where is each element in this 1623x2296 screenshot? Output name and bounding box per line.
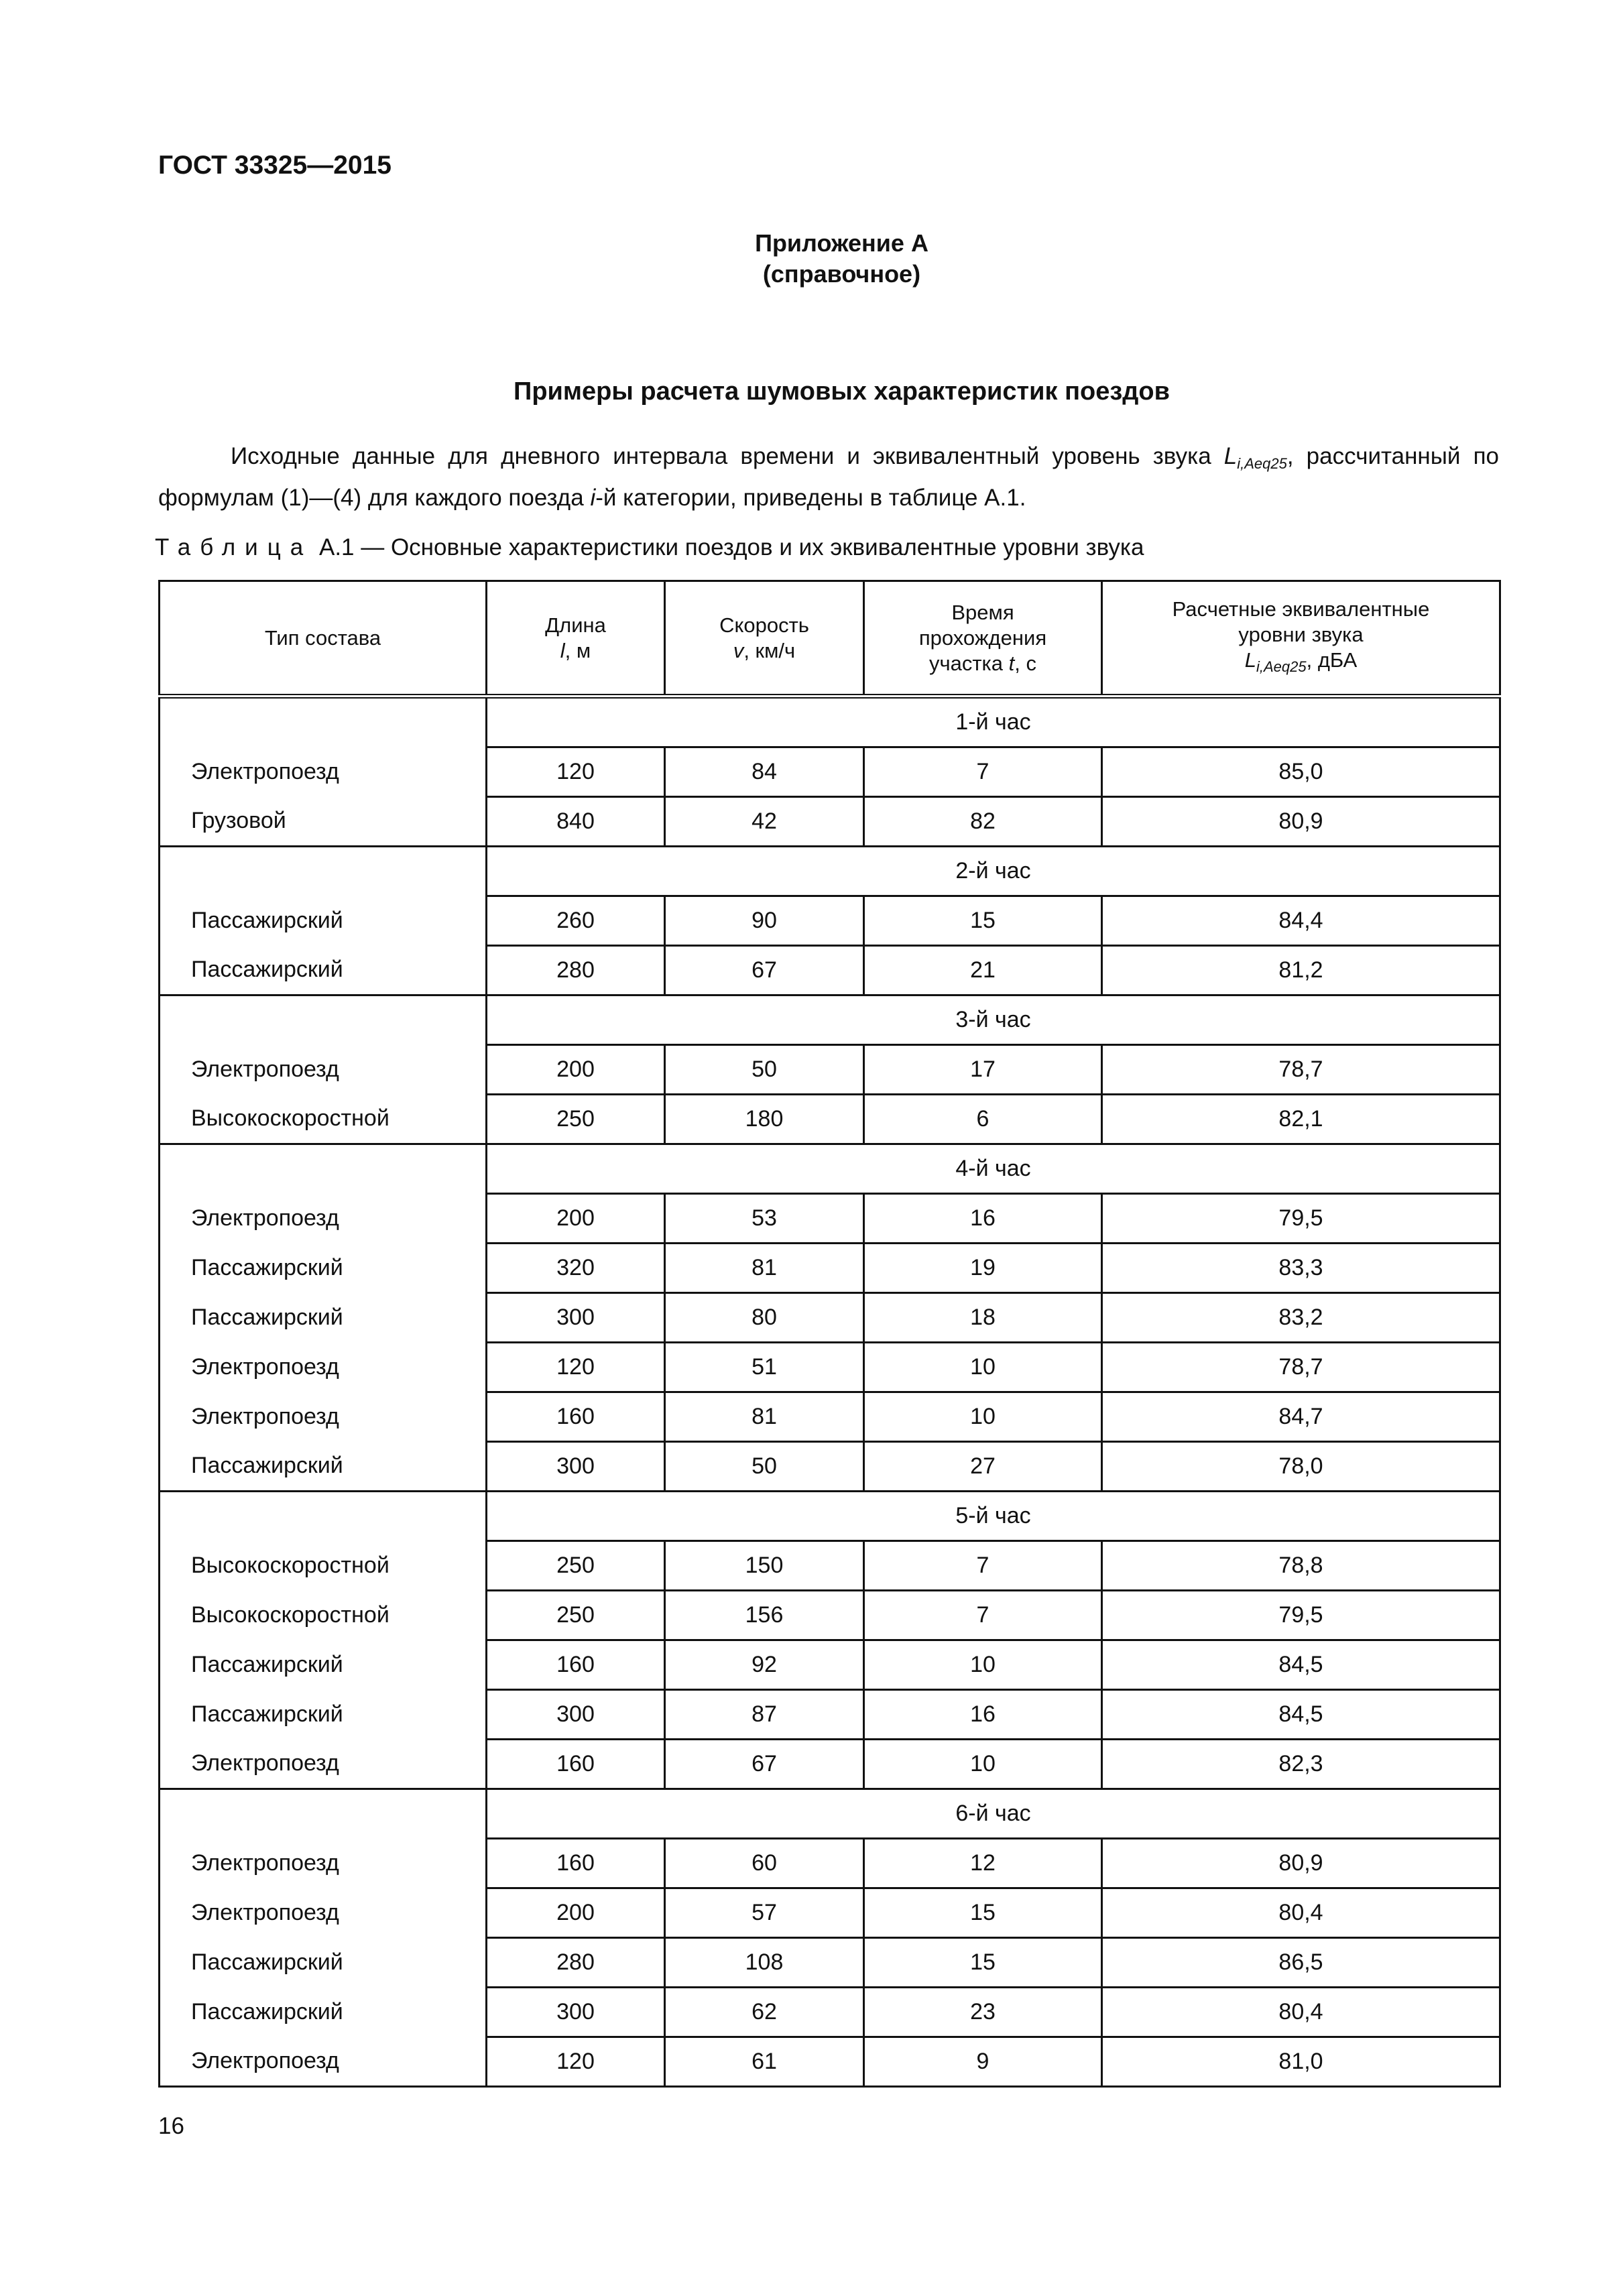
cell-type: Грузовой: [160, 797, 487, 847]
hour-row-spacer: [160, 847, 487, 896]
cell-level: 84,5: [1102, 1690, 1500, 1740]
table-row: [160, 1194, 1500, 1244]
cell-type: Электропоезд: [160, 1045, 487, 1095]
cell-level: 82,3: [1102, 1740, 1500, 1789]
table-row: [160, 946, 1500, 995]
cell-type: Электропоезд: [160, 747, 487, 797]
hour-row: [160, 1789, 1500, 1839]
cell-length: 160: [487, 1740, 665, 1789]
header-time: Время прохождения участка t, с: [864, 581, 1102, 697]
cell-level: 86,5: [1102, 1938, 1500, 1988]
cell-type: Пассажирский: [160, 896, 487, 946]
cell-speed: 92: [665, 1640, 864, 1690]
cell-length: 250: [487, 1591, 665, 1640]
table-row: [160, 1045, 1500, 1095]
intro-text-2: , рассчитанный по формулам (1)—(4) для каждого поезда: [158, 443, 1499, 511]
cell-speed: 42: [665, 797, 864, 847]
hour-label: 1-й час: [487, 697, 1500, 747]
table-body: [160, 697, 1500, 2087]
cell-time: 16: [864, 1194, 1102, 1244]
cell-speed: 180: [665, 1095, 864, 1144]
header-speed: Скорость v, км/ч: [665, 581, 864, 697]
header-length: Длина l, м: [487, 581, 665, 697]
table-caption-text: Основные характеристики поездов и их эквивалентные уровни звука: [390, 534, 1144, 560]
cell-time: 21: [864, 946, 1102, 995]
hour-row-spacer: [160, 1492, 487, 1541]
cell-level: 79,5: [1102, 1194, 1500, 1244]
header-type: Тип состава: [160, 581, 487, 697]
table-row: [160, 1640, 1500, 1690]
table-row: [160, 1988, 1500, 2037]
cell-type: Пассажирский: [160, 1244, 487, 1293]
cell-time: 15: [864, 1888, 1102, 1938]
cell-level: 82,1: [1102, 1095, 1500, 1144]
cell-time: 10: [864, 1740, 1102, 1789]
table-row: [160, 1293, 1500, 1343]
hour-row: [160, 847, 1500, 896]
cell-speed: 67: [665, 1740, 864, 1789]
cell-speed: 60: [665, 1839, 864, 1888]
cell-time: 15: [864, 896, 1102, 946]
cell-speed: 87: [665, 1690, 864, 1740]
cell-length: 250: [487, 1095, 665, 1144]
cell-type: Пассажирский: [160, 1640, 487, 1690]
appendix-title: Приложение А: [755, 229, 928, 257]
table-row: [160, 1839, 1500, 1888]
table-row: [160, 1343, 1500, 1392]
cell-level: 78,7: [1102, 1045, 1500, 1095]
cell-type: Высокоскоростной: [160, 1591, 487, 1640]
hour-row: [160, 1144, 1500, 1194]
cell-level: 80,9: [1102, 1839, 1500, 1888]
cell-speed: 108: [665, 1938, 864, 1988]
cell-length: 160: [487, 1392, 665, 1442]
cell-length: 160: [487, 1640, 665, 1690]
table-row: [160, 1740, 1500, 1789]
cell-type: Высокоскоростной: [160, 1095, 487, 1144]
cell-length: 200: [487, 1888, 665, 1938]
hour-row-spacer: [160, 697, 487, 747]
cell-time: 18: [864, 1293, 1102, 1343]
cell-time: 7: [864, 1591, 1102, 1640]
cell-level: 83,2: [1102, 1293, 1500, 1343]
cell-speed: 150: [665, 1541, 864, 1591]
cell-type: Электропоезд: [160, 1888, 487, 1938]
cell-type: Электропоезд: [160, 1740, 487, 1789]
table-caption: [155, 534, 1144, 561]
cell-time: 12: [864, 1839, 1102, 1888]
cell-type: Электропоезд: [160, 2037, 487, 2087]
cell-speed: 67: [665, 946, 864, 995]
document-code: ГОСТ 33325—2015: [158, 151, 392, 180]
header-level: Расчетные эквивалентные уровни звука $L_{i,Aeq25}$, дБА: [1102, 581, 1500, 697]
cell-length: 300: [487, 1293, 665, 1343]
cell-level: 83,3: [1102, 1244, 1500, 1293]
intro-text-1: Исходные данные для дневного интервала времени и эквивалентный уровень звука: [231, 443, 1224, 469]
intro-paragraph: [158, 439, 1499, 515]
cell-speed: 62: [665, 1988, 864, 2037]
cell-level: 81,2: [1102, 946, 1500, 995]
intro-text-3: -й категории, приведены в таблице А.1.: [595, 485, 1026, 511]
table-row: [160, 2037, 1500, 2087]
cell-level: 81,0: [1102, 2037, 1500, 2087]
cell-type: Пассажирский: [160, 1938, 487, 1988]
cell-length: 300: [487, 1988, 665, 2037]
cell-level: 84,7: [1102, 1392, 1500, 1442]
cell-length: 300: [487, 1442, 665, 1492]
table-row: [160, 1392, 1500, 1442]
cell-speed: 156: [665, 1591, 864, 1640]
cell-length: 200: [487, 1045, 665, 1095]
table-row: [160, 896, 1500, 946]
hour-label: 5-й час: [487, 1492, 1500, 1541]
cell-time: 19: [864, 1244, 1102, 1293]
table-row: [160, 747, 1500, 797]
cell-type: Электропоезд: [160, 1343, 487, 1392]
cell-type: Пассажирский: [160, 1988, 487, 2037]
cell-type: Пассажирский: [160, 1690, 487, 1740]
trains-table: [158, 580, 1501, 2088]
hour-row-spacer: [160, 995, 487, 1045]
cell-speed: 50: [665, 1442, 864, 1492]
hour-label: 2-й час: [487, 847, 1500, 896]
table-row: [160, 1541, 1500, 1591]
hour-row: [160, 697, 1500, 747]
cell-speed: 81: [665, 1244, 864, 1293]
cell-length: 300: [487, 1690, 665, 1740]
cell-length: 160: [487, 1839, 665, 1888]
cell-time: 10: [864, 1640, 1102, 1690]
cell-level: 78,7: [1102, 1343, 1500, 1392]
cell-time: 82: [864, 797, 1102, 847]
cell-length: 250: [487, 1541, 665, 1591]
cell-speed: 84: [665, 747, 864, 797]
intro-symbol-sub: i,Aeq25: [1237, 455, 1287, 472]
cell-time: 7: [864, 1541, 1102, 1591]
appendix-type: (справочное): [762, 260, 921, 288]
cell-level: 78,8: [1102, 1541, 1500, 1591]
table-row: [160, 1690, 1500, 1740]
cell-length: 200: [487, 1194, 665, 1244]
hour-label: 3-й час: [487, 995, 1500, 1045]
table-row: [160, 1442, 1500, 1492]
intro-symbol: L: [1223, 443, 1238, 469]
cell-level: 80,9: [1102, 797, 1500, 847]
cell-speed: 90: [665, 896, 864, 946]
table-row: [160, 797, 1500, 847]
table-row: [160, 1244, 1500, 1293]
hour-row: [160, 995, 1500, 1045]
table-caption-number: А.1 —: [318, 534, 391, 560]
hour-row-spacer: [160, 1789, 487, 1839]
cell-length: 840: [487, 797, 665, 847]
cell-speed: 80: [665, 1293, 864, 1343]
table-row: [160, 1095, 1500, 1144]
table-row: [160, 1591, 1500, 1640]
cell-time: 15: [864, 1938, 1102, 1988]
intro-i-letter: i: [590, 485, 596, 511]
table-header-row: [160, 581, 1500, 697]
cell-type: Электропоезд: [160, 1839, 487, 1888]
cell-level: 80,4: [1102, 1988, 1500, 2037]
cell-length: 260: [487, 896, 665, 946]
cell-level: 80,4: [1102, 1888, 1500, 1938]
cell-level: 84,5: [1102, 1640, 1500, 1690]
cell-level: 84,4: [1102, 896, 1500, 946]
cell-speed: 53: [665, 1194, 864, 1244]
cell-speed: 61: [665, 2037, 864, 2087]
cell-speed: 51: [665, 1343, 864, 1392]
cell-type: Пассажирский: [160, 1442, 487, 1492]
cell-type: Высокоскоростной: [160, 1541, 487, 1591]
cell-type: Пассажирский: [160, 946, 487, 995]
hour-row-spacer: [160, 1144, 487, 1194]
section-title: Примеры расчета шумовых характеристик поездов: [514, 377, 1170, 406]
hour-label: 6-й час: [487, 1789, 1500, 1839]
cell-time: 23: [864, 1988, 1102, 2037]
page-number: 16: [158, 2113, 184, 2139]
cell-type: Электропоезд: [160, 1392, 487, 1442]
hour-label: 4-й час: [487, 1144, 1500, 1194]
cell-length: 120: [487, 2037, 665, 2087]
cell-time: 10: [864, 1392, 1102, 1442]
cell-time: 7: [864, 747, 1102, 797]
table-row: [160, 1938, 1500, 1988]
cell-length: 120: [487, 747, 665, 797]
hour-row: [160, 1492, 1500, 1541]
cell-speed: 57: [665, 1888, 864, 1938]
cell-level: 79,5: [1102, 1591, 1500, 1640]
cell-length: 320: [487, 1244, 665, 1293]
cell-type: Пассажирский: [160, 1293, 487, 1343]
table-row: [160, 1888, 1500, 1938]
cell-time: 9: [864, 2037, 1102, 2087]
cell-length: 280: [487, 1938, 665, 1988]
cell-speed: 50: [665, 1045, 864, 1095]
cell-time: 6: [864, 1095, 1102, 1144]
cell-time: 27: [864, 1442, 1102, 1492]
cell-time: 10: [864, 1343, 1102, 1392]
cell-level: 78,0: [1102, 1442, 1500, 1492]
cell-type: Электропоезд: [160, 1194, 487, 1244]
cell-length: 280: [487, 946, 665, 995]
cell-length: 120: [487, 1343, 665, 1392]
cell-level: 85,0: [1102, 747, 1500, 797]
table-caption-label: Таблица: [155, 534, 313, 560]
cell-speed: 81: [665, 1392, 864, 1442]
cell-time: 16: [864, 1690, 1102, 1740]
cell-time: 17: [864, 1045, 1102, 1095]
